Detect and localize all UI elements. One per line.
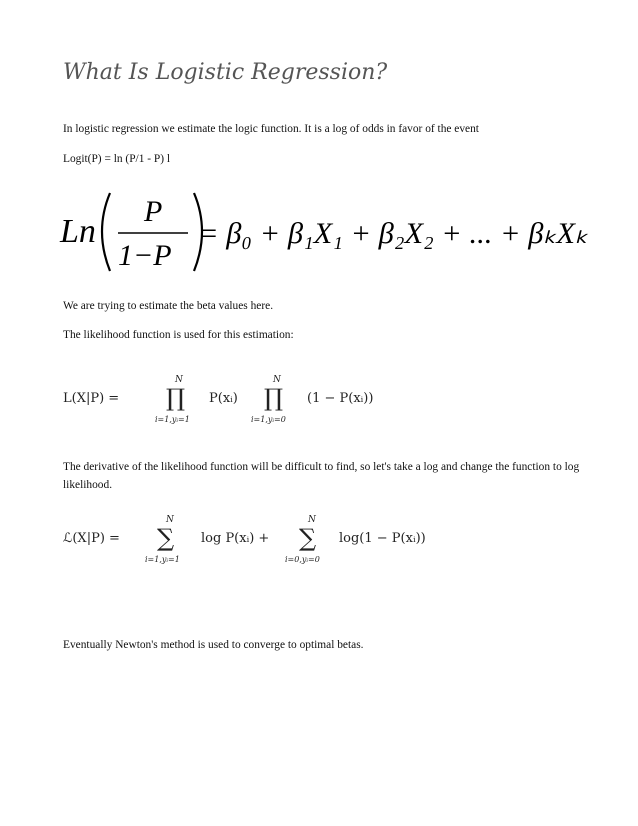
logit-ln: Ln [60, 213, 96, 250]
logit-denominator: 1−P [118, 239, 172, 272]
sum-icon: ∑ [157, 524, 175, 552]
loglik-lhs: ℒ(X|P) = [63, 531, 120, 546]
logit-paragraph: Logit(P) = ln (P/1 - P) l [63, 153, 171, 165]
loglik-term1: log P(xᵢ) + [201, 531, 270, 546]
likelihood-lhs: L(X|P) = [63, 391, 120, 406]
log-likelihood-equation [63, 510, 463, 570]
prod2-lower: i=1,yᵢ=0 [251, 415, 286, 424]
likelihood-term1: P(xᵢ) [209, 391, 238, 406]
logit-numerator: P [144, 195, 163, 228]
beta-paragraph: We are trying to estimate the beta values here. [63, 300, 274, 312]
likelihood-term2: (1 − P(xᵢ)) [307, 391, 374, 406]
sum-icon: ∑ [299, 524, 317, 552]
derivative-paragraph: The derivative of the likelihood function will be difficult to find, so let's take a log and change the function to log likelihood. [63, 461, 580, 491]
logit-rhs: = β₀ + β₁X₁ + β₂X₂ + ... + βₖXₖ [198, 217, 589, 250]
page-title: What Is Logistic Regression? [63, 60, 388, 85]
newton-paragraph: Eventually Newton's method is used to converge to optimal betas. [63, 639, 364, 651]
sum1-lower: i=1,yᵢ=1 [145, 555, 180, 564]
loglik-term2: log(1 − P(xᵢ)) [339, 531, 426, 546]
prod1-lower: i=1,yᵢ=1 [155, 415, 190, 424]
left-paren [102, 193, 110, 271]
logit-equation [58, 183, 598, 283]
intro-paragraph: In logistic regression we estimate the logic function. It is a log of odds in favor of the event [63, 123, 479, 135]
sum2-lower: i=0,yᵢ=0 [285, 555, 320, 564]
product-icon: ∏ [264, 384, 284, 412]
likelihood-paragraph: The likelihood function is used for this estimation: [63, 329, 294, 341]
likelihood-equation [63, 370, 383, 430]
prod1-upper: N [175, 375, 183, 385]
product-icon: ∏ [166, 384, 186, 412]
prod2-upper: N [273, 375, 281, 385]
sum1-upper: N [166, 515, 174, 525]
sum2-upper: N [308, 515, 316, 525]
